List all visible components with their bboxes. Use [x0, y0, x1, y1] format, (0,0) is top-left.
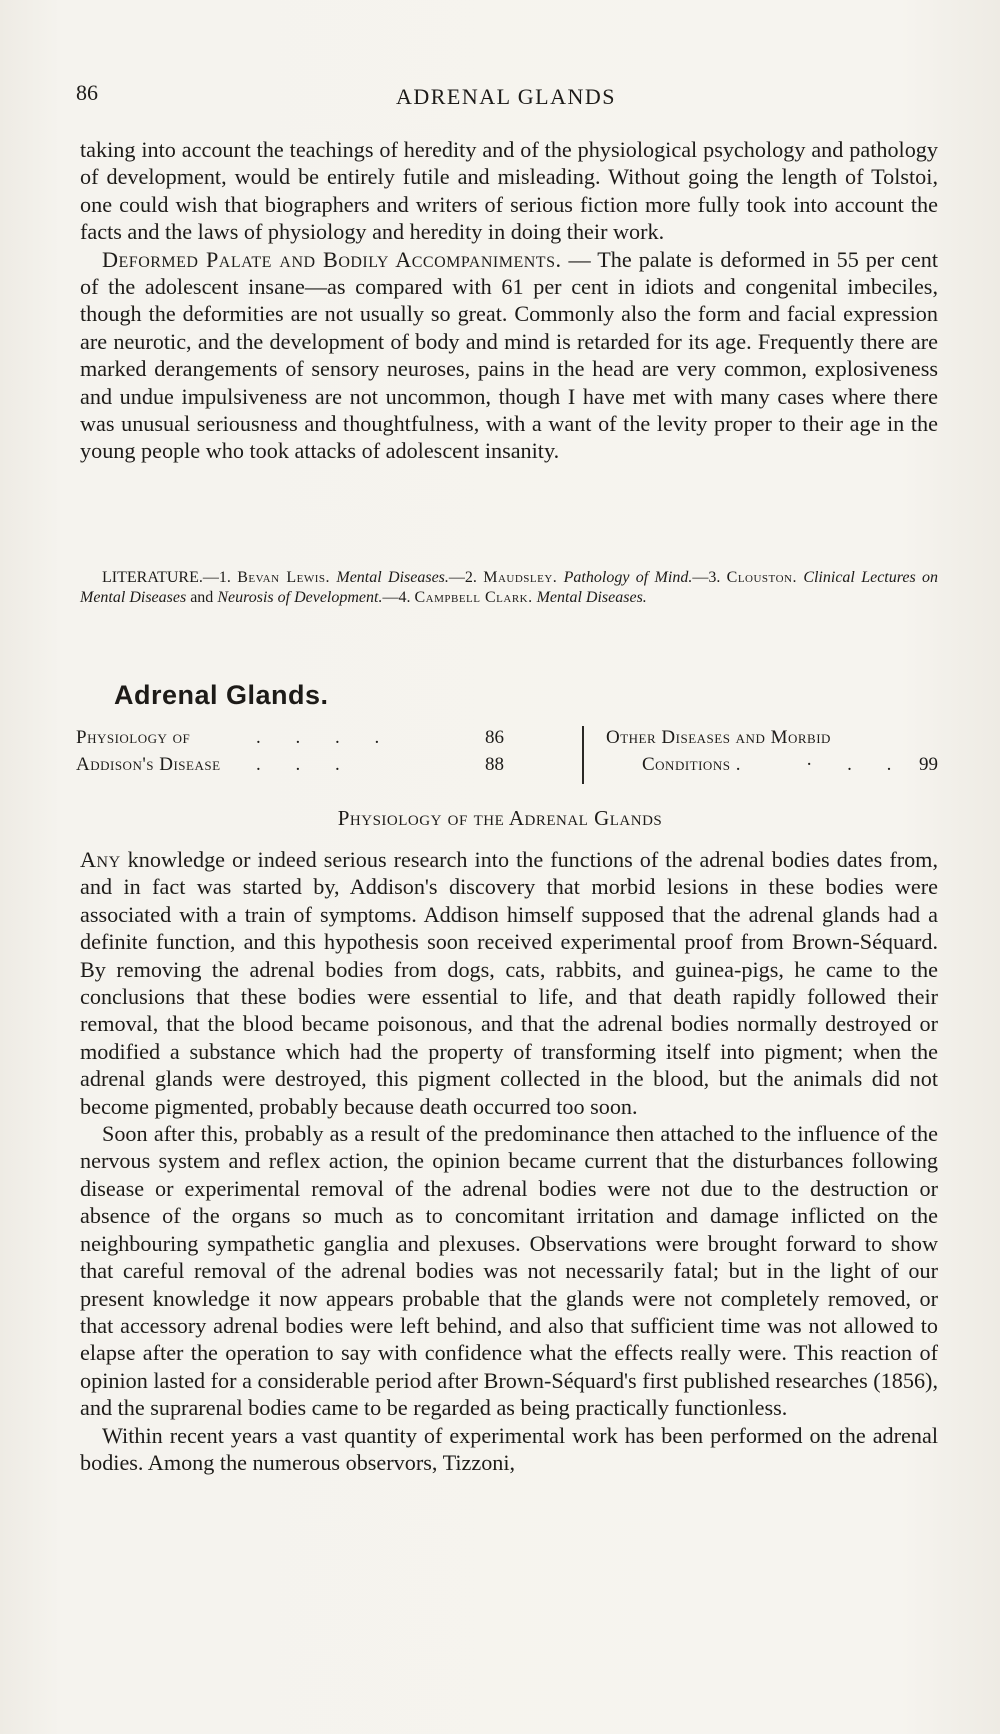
reference-title: Pathology of Mind. [563, 569, 693, 586]
literature-references: LITERATURE.—1. Bevan Lewis. Mental Diseases.—2. Maudsley. Pathology of Mind.—3. Clouston. Clinical Lectures on Mental Diseases and Neurosis of Development.—4. Campbell Clark. Mental Diseases. [80, 569, 939, 606]
run-in-heading: Deformed Palate and Bodily Accompaniments. [102, 246, 562, 272]
section-body-text [80, 846, 938, 1476]
contents-divider [582, 726, 584, 784]
reference-author: Bevan Lewis. [237, 569, 331, 586]
contents-entry: Physiology of . . . . 86 [76, 727, 504, 748]
literature-label: LITERATURE. [102, 569, 203, 586]
section-title: Adrenal Glands. [114, 680, 329, 710]
prev-section-text [80, 136, 938, 465]
lead-word: Any [80, 847, 121, 872]
page-header [76, 80, 936, 114]
contents-entry: Addison's Disease . . . 88 [76, 754, 504, 775]
paragraph: Within recent years a vast quantity of experimental work has been performed on the adrenal bodies. Among the numerous observors, Tizzoni, [80, 1422, 938, 1475]
reference-title: Clinical Lectures on Mental Diseases [80, 569, 939, 606]
reference-author: Campbell Clark. [414, 589, 533, 606]
section-contents [76, 724, 938, 786]
running-head: ADRENAL GLANDS [395, 84, 616, 109]
contents-entry: Other Diseases and Morbid Conditions . · . . 99 [606, 727, 938, 775]
reference-author: Clouston. [726, 569, 797, 586]
paragraph: Soon after this, probably as a result of the predominance then attached to the influence of the nervous system and reflex action, the opinion became current that the disturbances following disease or experimental removal of the adrenal bodies were not due to the destruction or absence of the organs so much as to concomitant irritation and damage inflicted on the neighbouring sympathetic ganglia and plexuses. Observations were brought forward to show that careful removal of the adrenal bodies was not necessarily fatal; but in the light of our present knowledge it now appears probable that the glands were not completely removed, or that accessory adrenal bodies were left behind, and also that sufficient time was not allowed to elapse after the operation to say with confidence what the effects really were. This reaction of opinion lasted for a considerable period after Brown-Séquard's first published researches (1856), and the suprarenal bodies came to be regarded as being practically functionless. [80, 1121, 938, 1421]
reference-author: Maudsley. [483, 569, 558, 586]
reference-title: Mental Diseases. [536, 589, 647, 606]
paragraph: taking into account the teachings of heredity and of the physiological psychology and pathology of development, would be entirely futile and misleading. Without going the length of Tolstoi, one could wish that biographers and writers of serious fiction more fully took into account the facts and the laws of physiology and heredity in doing their work. [80, 137, 938, 245]
paragraph: Any knowledge or indeed serious research into the functions of the adrenal bodies dates from, and in fact was started by, Addison's discovery that morbid lesions in these bodies were associated with a train of symptoms. Addison himself supposed that the adrenal glands had a definite function, and this hypothesis soon received experimental proof from Brown-Séquard. By removing the adrenal bodies from dogs, cats, rabbits, and guinea-pigs, he came to the conclusions that these bodies were essential to life, and that death rapidly followed their removal, that the blood became poisonous, and that the adrenal bodies normally destroyed or modified a substance which had the property of transforming itself into pigment; when the adrenal glands were destroyed, this pigment collected in the blood, but the animals did not become pigmented, probably because death occurred too soon. [80, 847, 938, 1119]
subheading: Physiology of the Adrenal Glands [337, 806, 663, 830]
reference-title: Mental Diseases. [336, 569, 449, 586]
paragraph [80, 246, 938, 465]
paragraph-body: — The palate is deformed in 55 per cent of the adolescent insane—as compared with 61 per cent in idiots and congenital imbeciles, though the deformities are not usually so great. Commonly also the form and facial expression are neurotic, and the development of body and mind is retarded for its age. Frequently there are marked derangements of sensory neuroses, pains in the head are very common, explosiveness and undue impulsiveness are not uncommon, though I have met with many cases where there was unusual seriousness and thoughtfulness, with a want of the levity proper to their age in the young people who took attacks of adolescent insanity. [80, 246, 938, 464]
reference-title: Neurosis of Development. [217, 589, 383, 606]
page-number: 86 [76, 80, 98, 105]
